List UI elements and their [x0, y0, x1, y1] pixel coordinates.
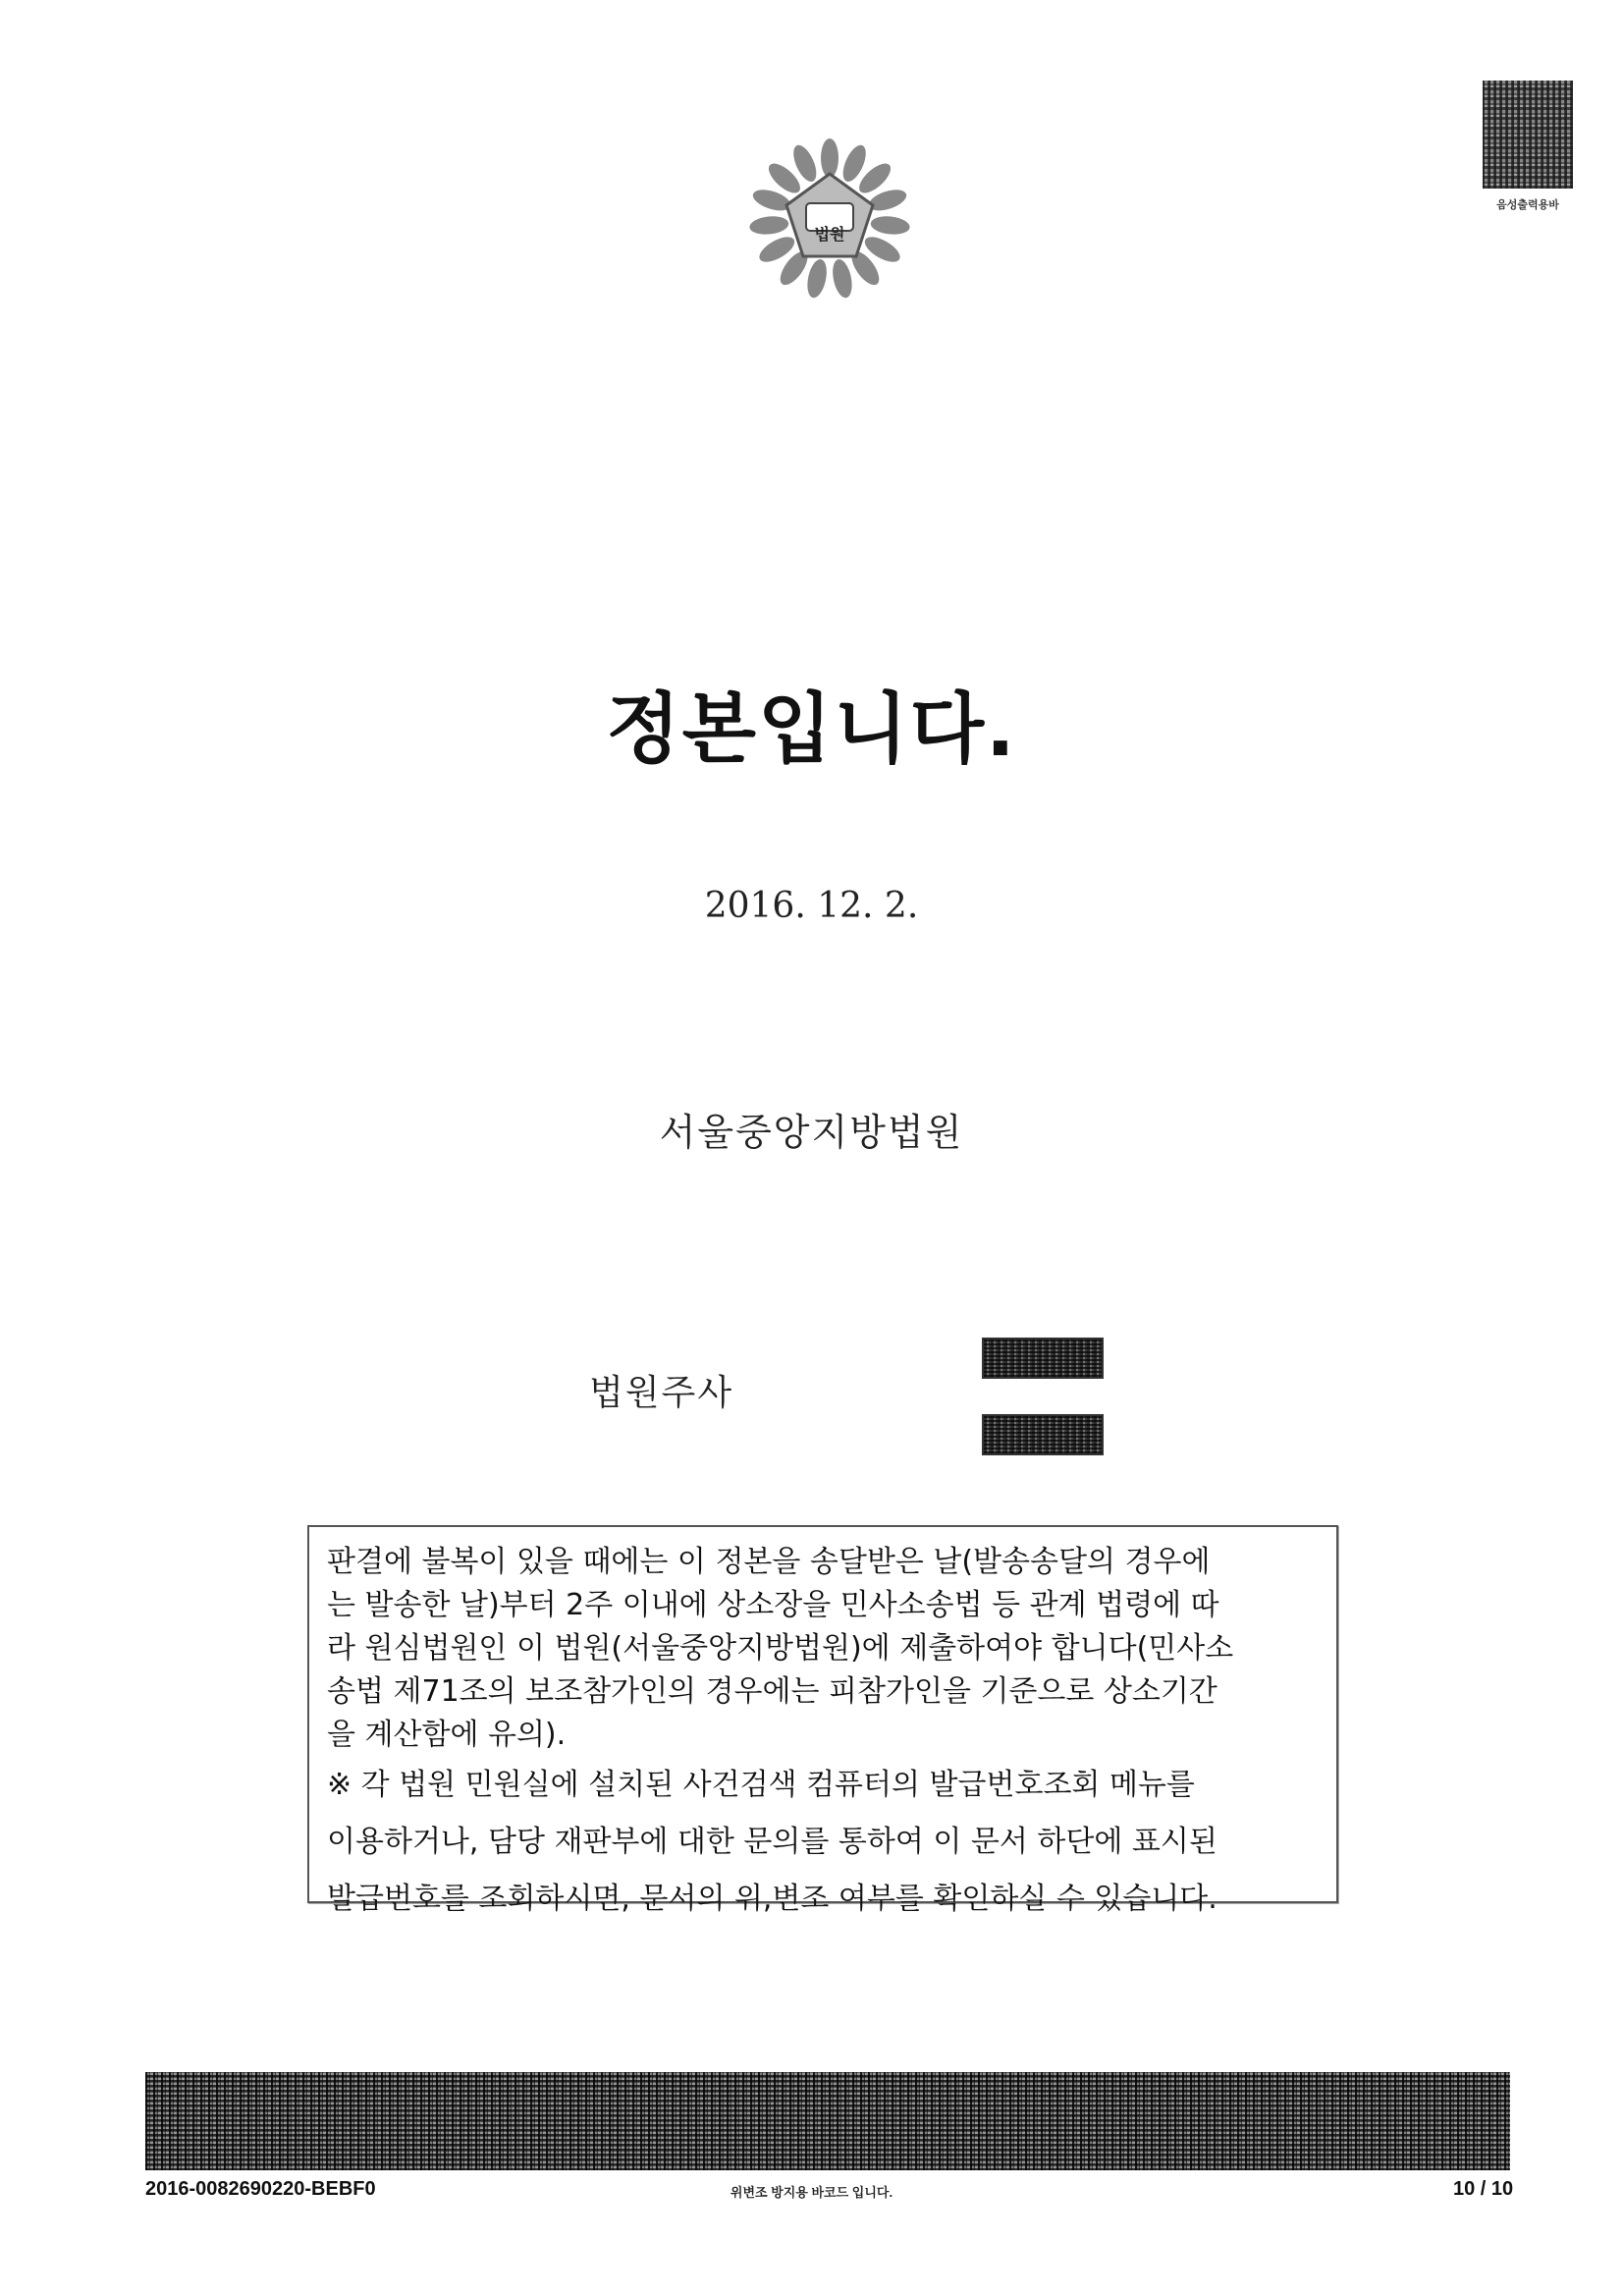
notice-line: 판결에 불복이 있을 때에는 이 정본을 송달받은 날(발송송달의 경우에 — [327, 1545, 1211, 1579]
notice-note-line: 이용하거나, 담당 재판부에 대한 문의를 통하여 이 문서 하단에 표시된 — [327, 1825, 1217, 1859]
notice-note-line: 발급번호를 조회하시면, 문서의 위,변조 여부를 확인하실 수 있습니다. — [327, 1882, 1217, 1916]
court-name: 서울중앙지방법원 — [659, 1111, 964, 1154]
notice-line: 라 원심법원인 이 법원(서울중앙지방법원)에 제출하여야 합니다(민사소 — [327, 1631, 1234, 1666]
notice-line: 송법 제71조의 보조참가인의 경우에는 피참가인을 기준으로 상소기간 — [327, 1674, 1217, 1709]
document-title: 정본입니다. — [606, 685, 1017, 774]
clerk-title: 법원주사 — [589, 1373, 734, 1413]
clerk-seal-icon — [982, 1414, 1104, 1455]
notice-line: 는 발송한 날)부터 2주 이내에 상소장을 민사소송법 등 관계 법령에 따 — [327, 1588, 1219, 1622]
qr-code-icon — [1483, 81, 1573, 189]
qr-caption: 음성출력용바 — [1496, 198, 1559, 211]
notice-note-line: ※ 각 법원 민원실에 설치된 사건검색 컴퓨터의 발급번호조회 메뉴를 — [327, 1768, 1195, 1802]
issue-number: 2016-0082690220-BEBF0 — [145, 2178, 376, 2200]
notice-line: 을 계산함에 유의). — [327, 1718, 567, 1752]
issue-date: 2016. 12. 2. — [704, 886, 919, 926]
official-seal-icon — [982, 1338, 1104, 1379]
anti-forgery-barcode-icon — [145, 2072, 1510, 2170]
page-indicator: 10 / 10 — [1453, 2178, 1514, 2200]
appeal-notice-box — [307, 1525, 1338, 1916]
court-emblem-icon — [746, 136, 913, 302]
emblem-label: 법원 — [814, 225, 845, 244]
barcode-caption: 위변조 방지용 바코드 입니다. — [730, 2185, 893, 2200]
